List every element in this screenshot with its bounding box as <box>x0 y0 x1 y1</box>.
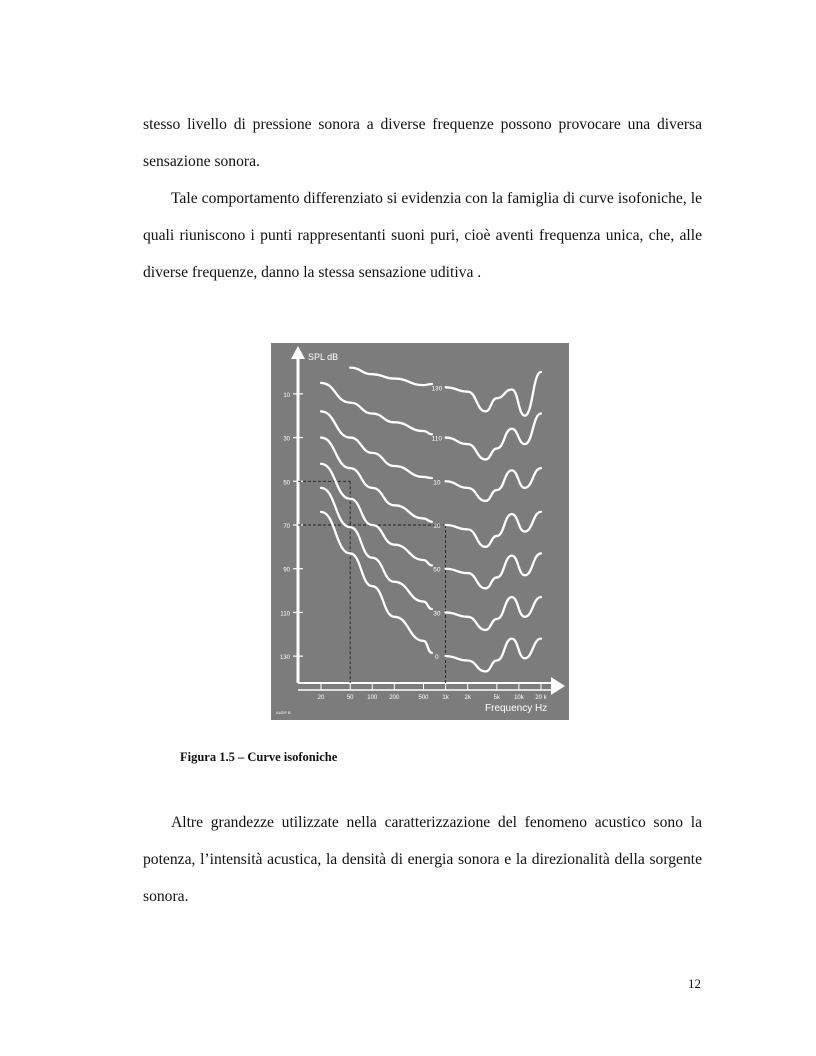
figure-corner-mark: AUDF B <box>276 710 291 715</box>
curve-label: 130 <box>431 385 443 393</box>
x-tick-label: 20 k <box>535 695 547 701</box>
y-tick-label: 70 <box>283 524 290 530</box>
x-tick-label: 1k <box>442 695 449 701</box>
y-tick-label: 110 <box>280 611 290 618</box>
y-tick-label: 50 <box>283 480 290 487</box>
figure-isophonic-curves <box>271 343 569 720</box>
curve-label: 110 <box>431 435 443 443</box>
x-tick-label: 50 <box>346 695 354 701</box>
y-tick-label: 130 <box>279 655 290 662</box>
body-paragraph-2: Tale comportamento differenziato si evidenzia con la famiglia di curve isofoniche, le quali riuniscono i punti rappresentanti suoni puri, cioè aventi frequenza unica, che, alle diverse frequenze, danno la stessa sensazione uditiva . <box>143 190 702 281</box>
x-tick-label: 100 <box>367 695 378 701</box>
curve-label: 10 <box>433 523 441 530</box>
x-tick-label: 500 <box>418 695 429 701</box>
x-tick-label: 10k <box>514 695 524 701</box>
x-tick-label: 5k <box>493 695 501 701</box>
y-axis-label: SPL dB <box>308 352 339 362</box>
body-paragraph-1: stesso livello di pressione sonora a diverse frequenze possono provocare una diversa sensazione sonora. <box>143 116 702 170</box>
curve-label: 10 <box>433 479 441 487</box>
x-axis-label: Frequency Hz <box>485 703 548 714</box>
curve-label: 0 <box>435 654 439 662</box>
x-tick-label: 2k <box>464 695 471 701</box>
curve-label: 30 <box>433 610 441 618</box>
x-tick-label: 200 <box>389 695 400 701</box>
x-tick-label: 20 <box>317 695 325 701</box>
y-tick-label: 30 <box>283 436 290 443</box>
figure-caption: Figura 1.5 – Curve isofoniche <box>180 750 338 764</box>
y-tick-label: 10 <box>283 392 290 399</box>
curve-label: 50 <box>433 566 441 574</box>
y-tick-label: 90 <box>283 567 290 574</box>
isophonic-chart <box>271 343 569 720</box>
page-number: 12 <box>688 976 701 991</box>
body-paragraph-3: Altre grandezze utilizzate nella caratterizzazione del fenomeno acustico sono la potenza, l’intensità acustica, la densità di energia sonora e la direzionalità della sorgente sonora. <box>143 814 702 905</box>
